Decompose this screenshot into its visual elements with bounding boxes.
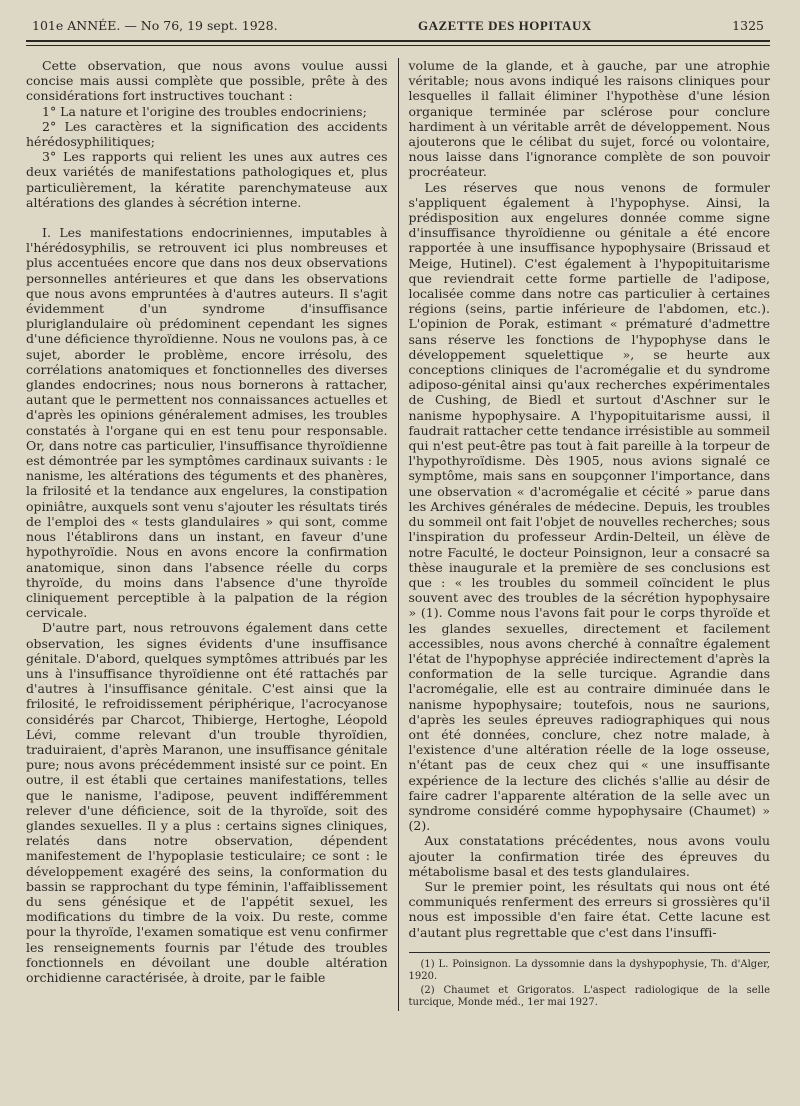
left-column (26, 58, 399, 1011)
paragraph: Cette observation, que nous avons voulue aussi concise mais aussi complète que possible, prête à des considérations fort instructives touchant : (26, 58, 388, 104)
paragraph: volume de la glande, et à gauche, par une atrophie véritable; nous avons indiqué les raisons cliniques pour lesquelles il fallait éliminer l'hypothèse d'une lésion organique terminée par sclérose pour conclure hardiment à un véritable arrêt de développement. Nous ajouterons que le célibat du sujet, forcé ou volontaire, nous laisse dans l'ignorance complète de son pouvoir procréateur. (408, 58, 770, 180)
footnote: (2) Chaumet et Grigoratos. L'aspect radiologique de la selle turcique, Monde méd., 1er mai 1927. (408, 984, 770, 1009)
footnotes (409, 952, 771, 1010)
journal-title: GAZETTE DES HOPITAUX (417, 18, 592, 33)
paragraph: D'autre part, nous retrouvons également dans cette observation, les signes évidents d'une insuffisance génitale. D'abord, quelques symptômes attribués par les uns à l'insuffisance thyroïdienne ont été rattachés par d'autres à l'insuffisance génitale. C'est ainsi que la frilosité, le refroidissement périphérique, l'acrocyanose considérés par Charcot, Thibierge, Hertoghe, Léopold Lévi, comme relevant d'un trouble thyroïdien, traduiraient, d'après Maranon, une insuffisance génitale pure; nous avons précédemment insisté sur ce point. En outre, il est établi que certaines manifestations, telles que le nanisme, l'adipose, peuvent indifféremment relever d'une déficience, soit de la thyroïde, soit des glandes sexuelles. Il y a plus : certains signes cliniques, relatés dans notre observation, dépendent manifestement de l'hypoplasie testiculaire; ce sont : le développement exagéré des seins, la conformation du bassin se rapprochant du type féminin, l'affaiblissement du sens génésique et de l'appétit sexuel, les modifications du timbre de la voix. Du reste, comme pour la thyroïde, l'examen somatique est venu confirmer les renseignements fournis par l'étude des troubles fonctionnels en dévoilant une double altération orchidienne caractérisée, à droite, par le faible (26, 620, 388, 985)
paragraph: Sur le premier point, les résultats qui nous ont été communiqués renferment des erreurs si grossières qu'il nous est impossible d'en faire état. Cette lacune est d'autant plus regrettable que c'est dans l'insuffi- (408, 878, 770, 940)
body-columns (26, 58, 770, 1011)
running-header (26, 18, 770, 42)
paragraph: 1° La nature et l'origine des troubles endocriniens; (42, 103, 367, 119)
footnote: (1) L. Poinsignon. La dyssomnie dans la dyshypophysie, Th. d'Alger, 1920. (408, 958, 770, 983)
header-rule (26, 45, 770, 46)
paragraph: 3° Les rapports qui relient les unes aux autres ces deux variétés de manifestations pathologiques et, plus particulièrement, la kératite parenchymateuse aux altérations des glandes à sécrétion interne. (26, 149, 388, 210)
paragraph: 2° Les caractères et la signification des accidents hérédosyphilitiques; (26, 118, 388, 150)
paragraph: I. Les manifestations endocriniennes, imputables à l'hérédosyphilis, se retrouvent ici plus nombreuses et plus accentuées encore que dans nos deux observations personnelles antérieures et que dans les observations que nous avons empruntées à d'autres auteurs. Il s'agit évidemment d'un syndrome d'insuffisance pluriglandulaire où prédominent cependant les signes d'une déficience thyroïdienne. Nous ne voulons pas, à ce sujet, aborder le problème, encore irrésolu, des corrélations anatomiques et fonctionnelles des diverses glandes endocrines; nous nous bornerons à rattacher, autant que le permettent nos connaissances actuelles et d'après les opinions généralement admises, les troubles constatés à l'organe qui en est tenu pour responsable. Or, dans notre cas particulier, l'insuffisance thyroïdienne est démontrée par les symptômes cardinaux suivants : le nanisme, les altérations des téguments et des phanères, la frilosité et la tendance aux engelures, la constipation opiniâtre, auxquels sont venu s'ajouter les résultats tirés de l'emploi des « tests glandulaires » qui sont, comme nous l'établirons dans un instant, en faveur d'une hypothyroïdie. Nous en avons encore la confirmation anatomique, sinon dans l'absence réelle du corps thyroïde, du moins dans l'absence d'une thyroïde cliniquement perceptible à la palpation de la région cervicale. (26, 225, 388, 621)
issue-info: 101e ANNÉE. — No 76, 19 sept. 1928. (32, 18, 278, 33)
paragraph: Aux constatations précédentes, nous avons voulu ajouter la confirmation tirée des épreuves du métabolisme basal et des tests glandulaires. (408, 833, 770, 879)
right-column (399, 58, 771, 1011)
page-number: 1325 (732, 18, 764, 33)
paragraph: Les réserves que nous venons de formuler s'appliquent également à l'hypophyse. Ainsi, la prédisposition aux engelures donnée comme signe d'insuffisance thyroïdienne ou génitale a été encore rapportée à une insuffisance hypophysaire (Brissaud et Meige, Hutinel). C'est également à l'hypopituitarisme que reviendrait cette forme partielle de l'adipose, localisée comme dans notre cas particulier à certaines régions (seins, partie inférieure de l'abdomen, etc.). L'opinion de Porak, estimant « prématuré d'admettre sans réserve les fonctions de l'hypophyse dans le développement squelettique », se heurte aux conceptions cliniques de l'acromégalie et du syndrome adiposo-génital ainsi qu'aux recherches expérimentales de Cushing, de Biedl et surtout d'Aschner sur le nanisme hypophysaire. A l'hypopituitarisme aussi, il faudrait rattacher cette tendance irrésistible au sommeil qui n'est peut-être pas tout à fait pareille à la torpeur de l'hypothyroïdisme. Dès 1905, nous avions signalé ce symptôme, mais sans en soupçonner l'importance, dans une observation « d'acromégalie et cécité » parue dans les Archives générales de médecine. Depuis, les troubles du sommeil ont fait l'objet de nouvelles recherches; sous l'inspiration du professeur Ardin-Delteil, un élève de notre Faculté, le docteur Poinsignon, leur a consacré sa thèse inaugurale et la première de ses conclusions est que : « les troubles du sommeil coïncident le plus souvent avec des troubles de la sécrétion hypophysaire » (1). Comme nous l'avons fait pour le corps thyroïde et les glandes sexuelles, directement et facilement accessibles, nous avons cherché à connaître également l'état de l'hypophyse appréciée indirectement d'après la conformation de la selle turcique. Agrandie dans l'acromégalie, elle est au contraire diminuée dans le nanisme hypophysaire; toutefois, nous ne saurions, d'après les seules épreuves radiographiques qui nous ont été données, conclure, chez notre malade, à l'existence d'une altération réelle de la loge osseuse, n'étant pas de ceux chez qui « une insuffisante expérience de la lecture des clichés s'allie au désir de faire cadrer l'apparente altération de la selle avec un syndrome considéré comme hypophysaire (Chaumet) » (2). (408, 179, 770, 834)
